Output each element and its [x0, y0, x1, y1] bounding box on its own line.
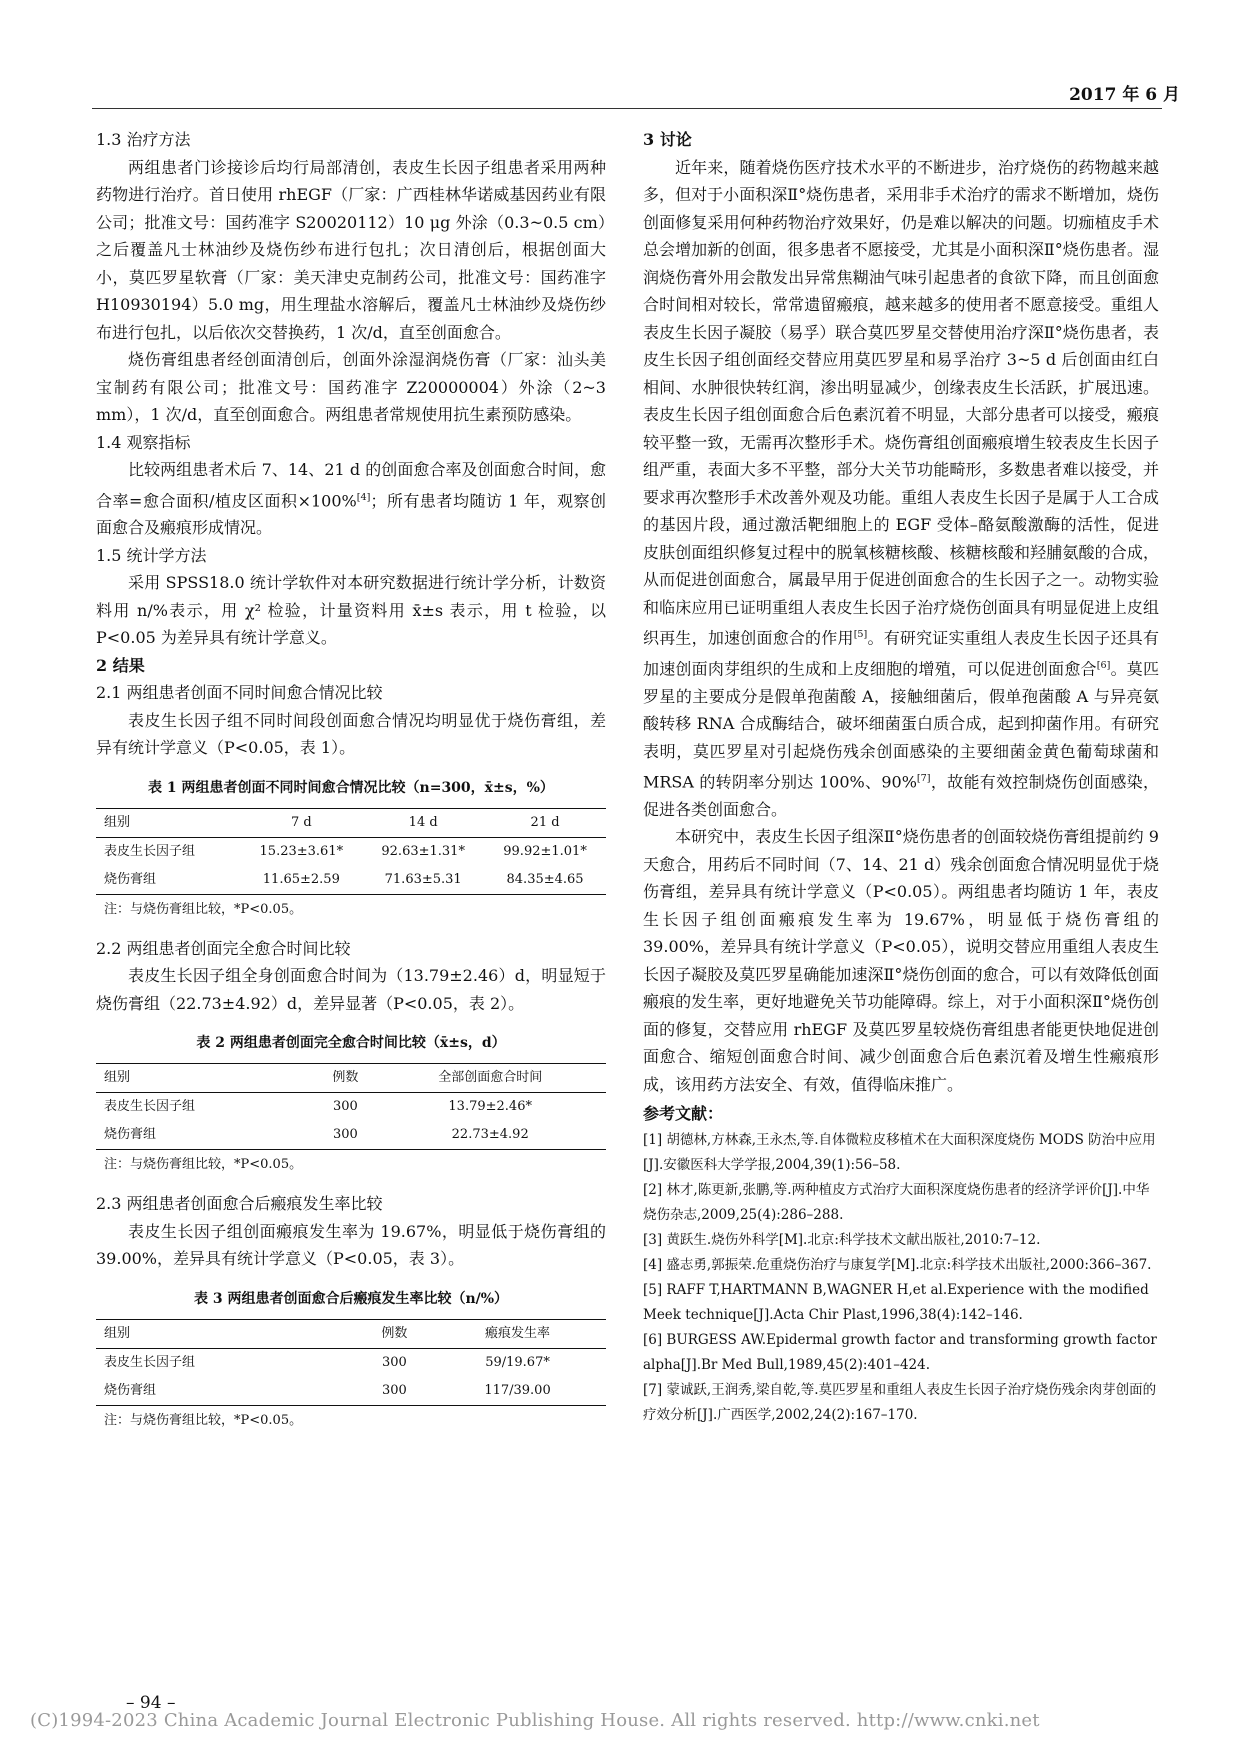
section-3-para-2: 本研究中，表皮生长因子组深Ⅱ°烧伤患者的创面较烧伤膏组提前约 9 天愈合，用药后不同时间（7、14、21 d）残余创面愈合情况明显优于烧伤膏组，差异具有统计学意义（P<0.05）。两组患者均随访 1 年，表皮生长因子组创面瘢痕发生率为 19.67%，明显低于烧伤膏组的 39.00%，差异具有统计学意义（P<0.05），说明交替应用重组人表皮生长因子凝胶及莫匹罗星确能加速深Ⅱ°烧伤创面的愈合，可以有效降低创面瘢痕的发生率，更好地避免关节功能障碍。综上，对于小面积深Ⅱ°烧伤创面的修复，交替应用 rhEGF 及莫匹罗星较烧伤膏组患者能更快地促进创面愈合、缩短创面愈合时间、减少创面愈合后色素沉着及增生性瘢痕形成，该用药方法安全、有效，值得临床推广。 — [643, 827, 1159, 1094]
section-1-5-title: 1.5 统计学方法 — [96, 545, 207, 565]
table-cell: 22.73±4.92 — [451, 1127, 529, 1143]
citation-5: [5] — [853, 629, 868, 640]
section-2-3-title: 2.3 两组患者创面愈合后瘢痕发生率比较 — [96, 1194, 383, 1214]
section-1-4-text-b: ；所有患者均随访 1 年，观察创面愈合及瘢痕形成情况。 — [96, 490, 606, 538]
table-cell: 300 — [333, 1127, 358, 1143]
table-header-cell: 7 d — [240, 808, 362, 837]
table-header-row — [96, 808, 606, 837]
citation-7: [7] — [916, 773, 931, 785]
table-cell: 15.23±3.61* — [259, 843, 344, 859]
table-cell: 84.35±4.65 — [506, 871, 584, 887]
table-header-cell: 21 d — [484, 808, 606, 837]
reference-item: [4] 盛志勇,郭振荣.危重烧伤治疗与康复学[M].北京:科学技术出版社,2000:366–367. — [643, 1256, 1152, 1273]
table-cell: 烧伤膏组 — [104, 871, 157, 887]
table-cell: 11.65±2.59 — [262, 871, 340, 887]
citation-6: [6] — [1096, 659, 1111, 671]
section-2-1-para: 表皮生长因子组不同时间段创面愈合情况均明显优于烧伤膏组，差异有统计学意义（P<0.05，表 1）。 — [96, 710, 606, 758]
discussion-text: 近年来，随着烧伤医疗技术水平的不断进步，治疗烧伤的药物越来越多，但对于小面积深Ⅱ°烧伤患者，采用非手术治疗的需求不断增加，烧伤创面修复采用何种药物治疗效果好，仍是难以解决的问题。切痂植皮手术总会增加新的创面，很多患者不愿接受，尤其是小面积深Ⅱ°烧伤患者。湿润烧伤膏外用会散发出异常焦糊油气味引起患者的食欲下降，而且创面愈合时间相对较长，常常遗留瘢痕，越来越多的使用者不愿意接受。重组人表皮生长因子凝胶（易孚）联合莫匹罗星交替使用治疗深Ⅱ°烧伤患者，表皮生长因子组创面经交替应用莫匹罗星和易孚治疗 3~5 d 后创面由红白相间、水肿很快转红润，渗出明显减少，创缘表皮生长活跃，扩展迅速。表皮生长因子组创面愈合后色素沉着不明显，大部分患者可以接受，瘢痕较平整一致，无需再次整形手术。烧伤膏组创面瘢痕增生较表皮生长因子组严重，表面大多不平整，部分大关节功能畸形，多数患者难以接受，并要求再次整形手术改善外观及功能。重组人表皮生长因子是属于人工合成的基因片段，通过激活靶细胞上的 EGF 受体–酪氨酸激酶的活性，促进皮肤创面组织修复过程中的脱氧核糖核酸、核糖核酸和羟脯氨酸的合成，从而促进创面愈合，属最早用于促进创面愈合的生长因子之一。动物实验和临床应用已证明重组人表皮生长因子治疗烧伤创面具有明显促进上皮组织再生，加速创面愈合的作用 — [643, 157, 1159, 648]
table-cell: 117/39.00 — [484, 1382, 551, 1398]
section-2-1-title: 2.1 两组患者创面不同时间愈合情况比较 — [96, 683, 383, 703]
reference-item: [3] 黄跃生.烧伤外科学[M].北京:科学技术文献出版社,2010:7–12. — [643, 1231, 1041, 1248]
section-3-title: 3 讨论 — [643, 130, 692, 149]
citation-4: [4] — [356, 491, 371, 503]
table-2-title: 表 2 两组患者创面完全愈合时间比较（x̄±s，d） — [196, 1035, 506, 1052]
section-3-para-1 — [643, 154, 1159, 824]
section-2-3-para: 表皮生长因子组创面瘢痕发生率为 19.67%，明显低于烧伤膏组的 39.00%，差异具有统计学意义（P<0.05，表 3）。 — [96, 1221, 606, 1269]
page-number: – 94 – — [126, 1693, 176, 1713]
table-1 — [96, 808, 606, 895]
header-rule — [92, 108, 1162, 109]
reference-item: [7] 蒙诚跃,王润秀,梁自乾,等.莫匹罗星和重组人表皮生长因子治疗烧伤残余肉芽创面的疗效分析[J].广西医学,2002,24(2):167–170. — [643, 1381, 1157, 1423]
table-cell: 59/19.67* — [485, 1354, 550, 1370]
table-row — [96, 837, 606, 866]
table-2 — [96, 1063, 606, 1150]
reference-item: [1] 胡德林,方林森,王永杰,等.自体微粒皮移植术在大面积深度烧伤 MODS 防治中应用[J].安徽医科大学学报,2004,39(1):56–58. — [643, 1131, 1156, 1173]
section-1-4-text: 比较两组患者术后 7、14、21 d 的创面愈合率及创面愈合时间，愈合率=愈合面积/植皮区面积×100% — [96, 460, 606, 510]
table-header-cell: 14 d — [362, 808, 484, 837]
table-1-note: 注：与烧伤膏组比较，*P<0.05。 — [104, 901, 303, 917]
reference-item: [2] 林才,陈更新,张鹏,等.两种植皮方式治疗大面积深度烧伤患者的经济学评价[J].中华烧伤杂志,2009,25(4):286–288. — [643, 1181, 1150, 1223]
table-row — [96, 1093, 606, 1122]
table-cell: 300 — [381, 1382, 407, 1398]
table-3 — [96, 1319, 606, 1406]
table-cell: 烧伤膏组 — [104, 1127, 157, 1143]
page-header-date: 2017 年 6 月 — [1069, 85, 1180, 105]
table-row — [96, 1348, 606, 1377]
discussion-text-d: ，故能有效控制烧伤创面感染，促进各类创面愈合。 — [643, 772, 1159, 819]
table-header-cell: 例数 — [316, 1064, 374, 1093]
table-cell: 13.79±2.46* — [448, 1099, 532, 1115]
discussion-text-c: 。莫匹罗星的主要成分是假单孢菌酸 A，接触细菌后，假单孢菌酸 A 与异亮氨酸转移 RNA 合成酶结合，破坏细菌蛋白质合成，起到抑菌作用。有研究表明，莫匹罗星对引起烧伤残余创面感染的主要细菌金黄色葡萄球菌和 MRSA 的转阴率分别达 100%、90% — [643, 659, 1159, 792]
table-header-cell: 例数 — [360, 1319, 429, 1348]
copyright-footer: (C)1994-2023 China Academic Journal Electronic Publishing House. All rights reserved. http://www.cnki.net — [30, 1710, 1040, 1731]
table-header-cell: 瘢痕发生率 — [429, 1319, 606, 1348]
section-2-title: 2 结果 — [96, 655, 145, 675]
discussion-text-b: 。有研究证实重组人表皮生长因子还具有加速创面肉芽组织的生成和上皮细胞的增殖，可以促进创面愈合 — [643, 628, 1159, 679]
table-header-row — [96, 1064, 606, 1093]
table-row — [96, 1377, 606, 1406]
table-header-cell: 全部创面愈合时间 — [374, 1064, 606, 1093]
table-cell: 300 — [381, 1354, 407, 1370]
table-cell: 表皮生长因子组 — [104, 1099, 196, 1115]
table-3-title: 表 3 两组患者创面愈合后瘢痕发生率比较（n/%） — [193, 1290, 509, 1307]
section-2-2-title: 2.2 两组患者创面完全愈合时间比较 — [96, 938, 351, 958]
references-title: 参考文献： — [643, 1104, 724, 1124]
table-cell: 99.92±1.01* — [503, 843, 587, 859]
table-cell: 71.63±5.31 — [384, 871, 462, 887]
table-2-note: 注：与烧伤膏组比较，*P<0.05。 — [104, 1157, 303, 1173]
table-cell: 300 — [333, 1099, 358, 1115]
table-header-cell: 组别 — [96, 808, 240, 837]
table-1-title: 表 1 两组患者创面不同时间愈合情况比较（n=300，x̄±s，%） — [148, 779, 554, 796]
table-cell: 烧伤膏组 — [104, 1382, 157, 1398]
section-1-3-para-2: 烧伤膏组患者经创面清创后，创面外涂湿润烧伤膏（厂家：汕头美宝制药有限公司；批准文号：国药准字 Z20000004）外涂（2~3 mm），1 次/d，直至创面愈合。两组患者常规使用抗生素预防感染。 — [96, 350, 606, 424]
table-row — [96, 1121, 606, 1150]
table-3-note: 注：与烧伤膏组比较，*P<0.05。 — [104, 1412, 303, 1428]
section-1-3-para-1: 两组患者门诊接诊后均行局部清创，表皮生长因子组患者采用两种药物进行治疗。首日使用 rhEGF（厂家：广西桂林华诺威基因药业有限公司；批准文号：国药准字 S20020112）10 μg 外涂（0.3~0.5 cm）之后覆盖凡士林油纱及烧伤纱布进行包扎；次日清创后，根据创面大小，莫匹罗星软膏（厂家：美天津史克制药公司，批准文号：国药准字 H10930194）5.0 mg，用生理盐水溶解后，覆盖凡士林油纱及烧伤纱布进行包扎，以后依次交替换药，1 次/d，直至创面愈合。 — [96, 157, 606, 342]
left-column — [96, 126, 606, 1446]
table-cell: 表皮生长因子组 — [104, 1354, 196, 1370]
section-1-3-title: 1.3 治疗方法 — [96, 130, 191, 149]
table-header-row — [96, 1319, 606, 1348]
section-1-5-para: 采用 SPSS18.0 统计学软件对本研究数据进行统计学分析，计数资料用 n/%表示，用 χ² 检验，计量资料用 x̄±s 表示，用 t 检验，以 P<0.05 为差异具有统计学意义。 — [96, 573, 606, 648]
table-row — [96, 866, 606, 895]
section-2-2-para: 表皮生长因子组全身创面愈合时间为（13.79±2.46）d，明显短于烧伤膏组（22.73±4.92）d，差异显著（P<0.05，表 2）。 — [96, 966, 606, 1013]
table-cell: 表皮生长因子组 — [104, 843, 196, 859]
table-header-cell: 组别 — [96, 1319, 360, 1348]
reference-item: [6] BURGESS AW.Epidermal growth factor and transforming growth factor alpha[J].Br Med Bull,1989,45(2):401–424. — [643, 1331, 1157, 1373]
table-cell: 92.63±1.31* — [381, 843, 465, 859]
reference-item: [5] RAFF T,HARTMANN B,WAGNER H,et al.Experience with the modified Meek technique[J].Acta Chir Plast,1996,38(4):142–146. — [643, 1281, 1149, 1323]
table-header-cell: 组别 — [96, 1064, 316, 1093]
section-1-4-title: 1.4 观察指标 — [96, 432, 191, 452]
section-1-4-para — [96, 456, 606, 542]
right-column — [643, 126, 1159, 1428]
reference-list — [643, 1128, 1159, 1428]
